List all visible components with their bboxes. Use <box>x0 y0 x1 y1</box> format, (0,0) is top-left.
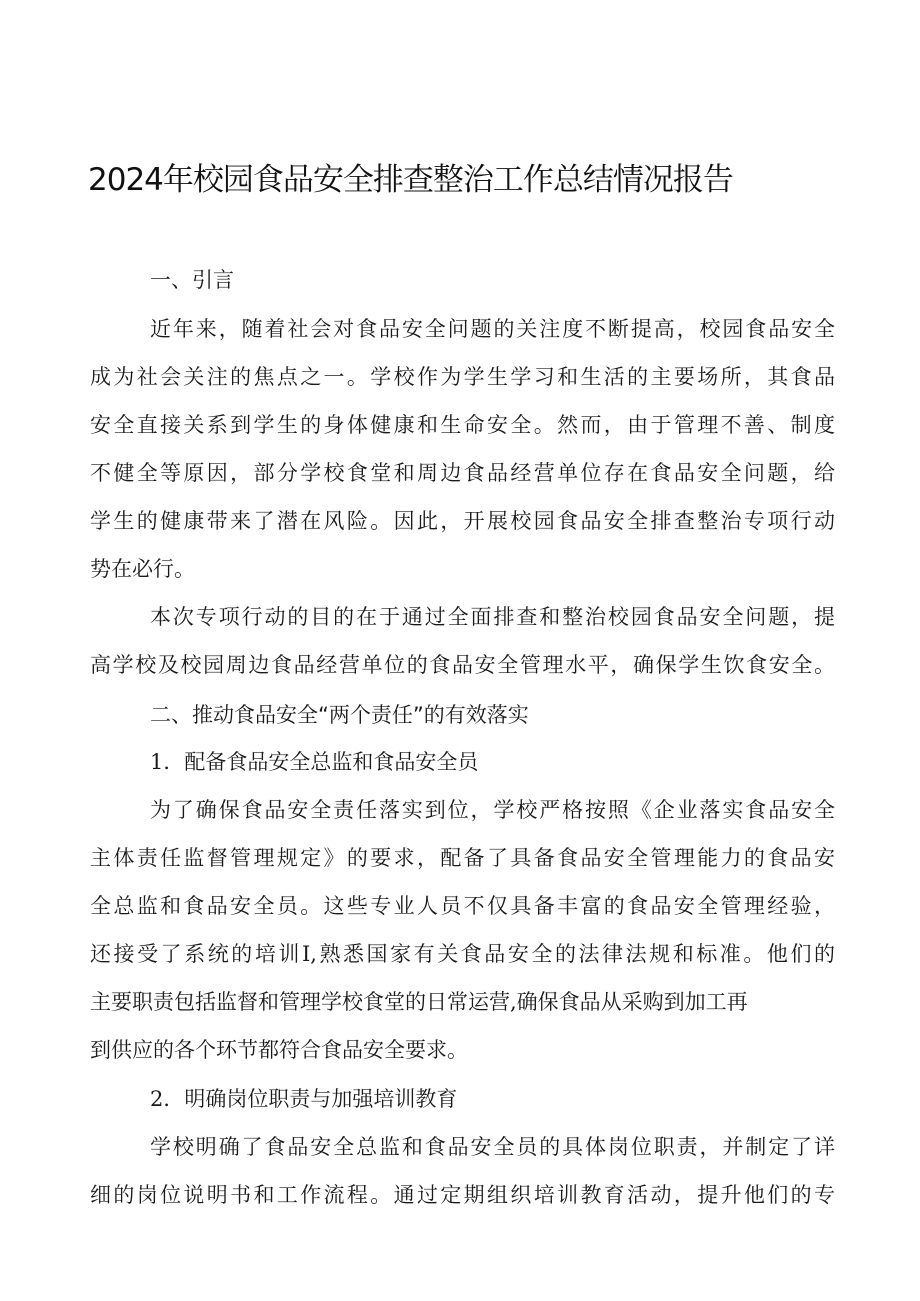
document-title: 2024年校园食品安全排查整治工作总结情况报告 <box>88 162 733 198</box>
paragraph-line: 细的岗位说明书和工作流程。通过定期组织培训教育活动，提升他们的专 <box>90 1183 835 1207</box>
paragraph-line: 高学校及校园周边食品经营单位的食品安全管理水平，确保学生饮食安全。 <box>90 653 835 677</box>
paragraph-line: 主要职责包括监督和管理学校食堂的日常运营,确保食品从采购到加工再 <box>90 990 748 1014</box>
paragraph-line: 还接受了系统的培训I,熟悉国家有关食品安全的法律法规和标准。他们的 <box>90 942 835 966</box>
paragraph-line: 不健全等原因，部分学校食堂和周边食品经营单位存在食品安全问题，给 <box>90 461 835 485</box>
paragraph-line: 主体责任监督管理规定》的要求，配备了具备食品安全管理能力的食品安 <box>90 846 835 870</box>
paragraph-line: 为了确保食品安全责任落实到位，学校严格按照《企业落实食品安全 <box>150 798 835 822</box>
paragraph-line: 全总监和食品安全员。这些专业人员不仅具备丰富的食品安全管理经验， <box>90 894 835 918</box>
paragraph-line: 近年来，随着社会对食品安全问题的关注度不断提高，校园食品安全 <box>150 317 835 341</box>
subsection-heading-staffing: 1．配备食品安全总监和食品安全员 <box>150 750 479 774</box>
paragraph-line: 成为社会关注的焦点之一。学校作为学生学习和生活的主要场所，其食品 <box>90 365 835 389</box>
paragraph-line: 势在必行。 <box>90 557 195 581</box>
paragraph-line: 学生的健康带来了潜在风险。因此，开展校园食品安全排查整治专项行动 <box>90 509 835 533</box>
paragraph-line: 安全直接关系到学生的身体健康和生命安全。然而，由于管理不善、制度 <box>90 413 835 437</box>
section-heading-introduction: 一、引言 <box>150 268 234 292</box>
paragraph-line: 学校明确了食品安全总监和食品安全员的具体岗位职责，并制定了详 <box>150 1135 835 1159</box>
paragraph-line: 到供应的各个环节都符合食品安全要求。 <box>90 1038 468 1062</box>
subsection-heading-training: 2．明确岗位职责与加强培训教育 <box>150 1087 458 1111</box>
paragraph-line: 本次专项行动的目的在于通过全面排查和整治校园食品安全问题，提 <box>150 605 835 629</box>
section-heading-responsibilities: 二、推动食品安全“两个责任”的有效落实 <box>150 703 529 727</box>
